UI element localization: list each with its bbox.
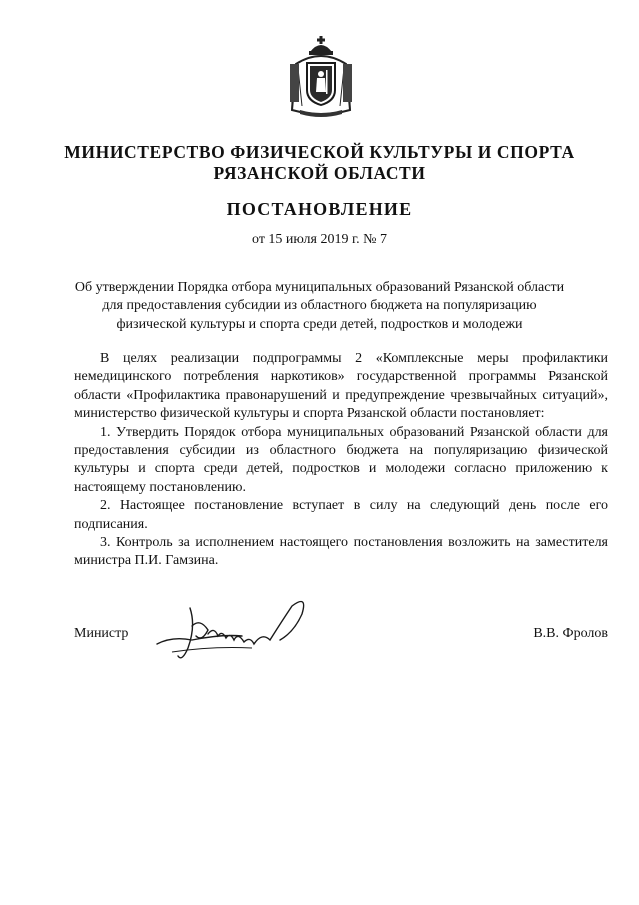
handwritten-signature (152, 596, 322, 666)
item-1-paragraph: 1. Утвердить Порядок отбора муниципальных образований Рязанской области для предоставления субсидии из областного бюджета на популяризацию физической культуры и спорта среди детей, подростков и молодежи согласно приложению к настоящему постановлению. (74, 424, 608, 495)
ministry-name (30, 142, 609, 184)
document-type: ПОСТАНОВЛЕНИЕ (226, 199, 413, 219)
document-body (74, 350, 608, 571)
document-date-number: от 15 июля 2019 г. № 7 (252, 232, 387, 247)
subject-line1: Об утверждении Порядка отбора муниципальных образований Рязанской области (74, 280, 565, 295)
subject-line2: для предоставления субсидии из областного бюджета на популяризацию (102, 298, 537, 314)
item-3-paragraph: 3. Контроль за исполнением настоящего постановления возложить на заместителя министра П.И. Гамзина. (74, 535, 608, 569)
item-2-paragraph: 2. Настоящее постановление вступает в силу на следующий день после его подписания. (74, 498, 608, 532)
ministry-name-line2: РЯЗАНСКОЙ ОБЛАСТИ (213, 163, 426, 183)
preamble-paragraph: В целях реализации подпрограммы 2 «Комплексные меры профилактики немедицинского потребления наркотиков» государственной программы Рязанской области «Профилактика правонарушений и предупреждение чрезвычайных ситуаций», министерство физической культуры и спорта Рязанской области постановляет: (74, 351, 608, 422)
coat-of-arms-icon (288, 34, 354, 120)
signatory-title: Министр (74, 626, 129, 641)
signatory-name: В.В. Фролов (533, 626, 608, 641)
subject-line3: физической культуры и спорта среди детей, подростков и молодежи (116, 316, 523, 332)
ministry-name-line1: МИНИСТЕРСТВО ФИЗИЧЕСКОЙ КУЛЬТУРЫ И СПОРТА (64, 142, 575, 162)
document-subject (60, 279, 579, 334)
